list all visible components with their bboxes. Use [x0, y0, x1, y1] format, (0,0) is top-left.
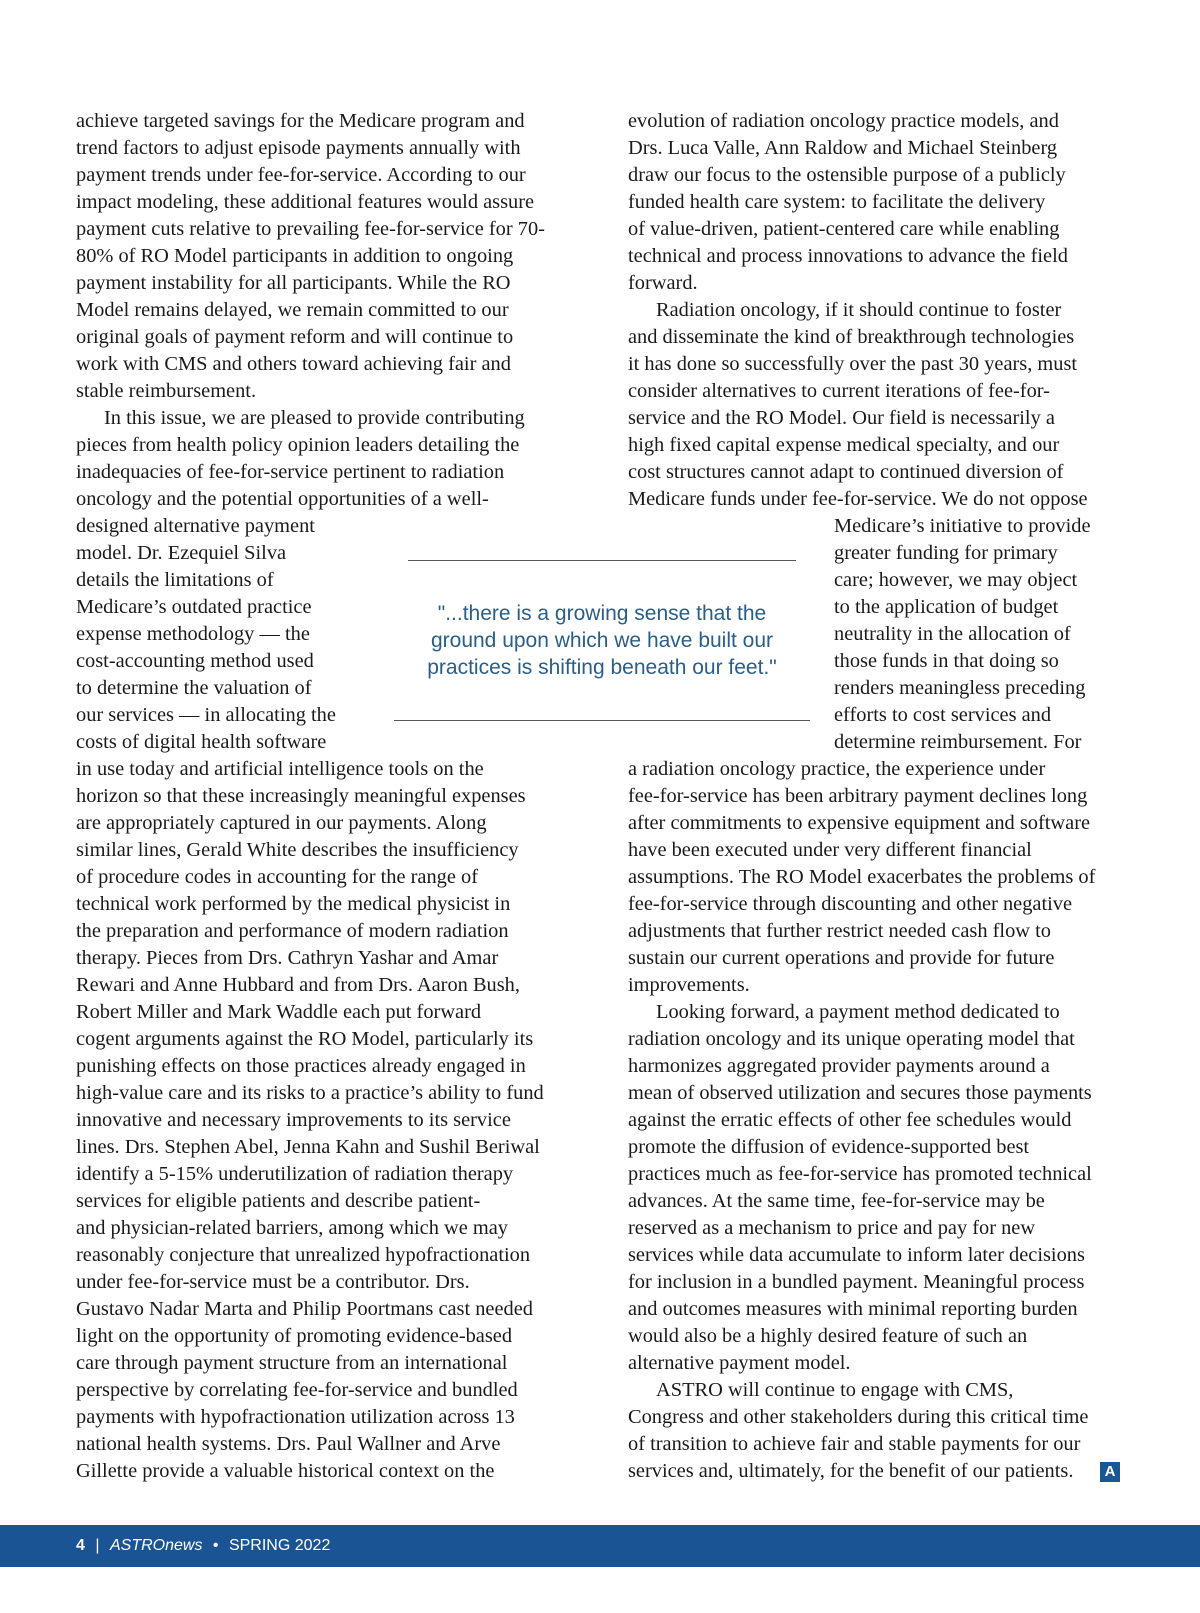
- text-line: trend factors to adjust episode payments annually with: [76, 137, 521, 159]
- text-line: a radiation oncology practice, the experience under: [628, 758, 1046, 780]
- text-line: 80% of RO Model participants in addition to ongoing: [76, 245, 514, 267]
- text-line: greater funding for primary: [834, 542, 1058, 564]
- text-line: perspective by correlating fee-for-service and bundled: [76, 1379, 518, 1401]
- text-line: details the limitations of: [76, 569, 274, 591]
- text-line: services while data accumulate to inform later decisions: [628, 1244, 1085, 1266]
- text-line: therapy. Pieces from Drs. Cathryn Yashar and Amar: [76, 947, 499, 969]
- text-line: promote the diffusion of evidence-supported best: [628, 1136, 1030, 1158]
- text-line: would also be a highly desired feature of such an: [628, 1325, 1028, 1347]
- text-line: payments with hypofractionation utilization across 13: [76, 1406, 515, 1428]
- text-line: radiation oncology and its unique operating model that: [628, 1028, 1075, 1050]
- text-line: Medicare funds under fee-for-service. We do not oppose: [628, 488, 1088, 510]
- text-line: consider alternatives to current iterations of fee-for-: [628, 380, 1050, 402]
- text-line: assumptions. The RO Model exacerbates the problems of: [628, 866, 1096, 888]
- text-line: evolution of radiation oncology practice models, and: [628, 110, 1059, 132]
- text-line: improvements.: [628, 974, 750, 996]
- paragraph-start-line: Radiation oncology, if it should continue to foster: [656, 299, 1062, 321]
- text-line: Medicare’s initiative to provide: [834, 515, 1091, 537]
- text-line: light on the opportunity of promoting evidence-based: [76, 1325, 513, 1347]
- text-line: reasonably conjecture that unrealized hypofractionation: [76, 1244, 531, 1266]
- text-line: after commitments to expensive equipment and software: [628, 812, 1091, 834]
- text-line: fee-for-service has been arbitrary payment declines long: [628, 785, 1088, 807]
- text-line: expense methodology — the: [76, 623, 310, 645]
- text-line: alternative payment model.: [628, 1352, 851, 1374]
- text-line: and outcomes measures with minimal reporting burden: [628, 1298, 1078, 1320]
- text-line: Congress and other stakeholders during this critical time: [628, 1406, 1089, 1428]
- text-line: are appropriately captured in our payments. Along: [76, 812, 487, 834]
- text-line: our services — in allocating the: [76, 704, 336, 726]
- text-line: lines. Drs. Stephen Abel, Jenna Kahn and Sushil Beriwal: [76, 1136, 540, 1158]
- issue-label: SPRING 2022: [228, 1537, 331, 1554]
- text-line: costs of digital health software: [76, 731, 327, 753]
- text-line: funded health care system: to facilitate the delivery: [628, 191, 1046, 213]
- text-line: high fixed capital expense medical specialty, and our: [628, 434, 1060, 456]
- text-line: high-value care and its risks to a practice’s ability to fund: [76, 1082, 544, 1104]
- text-line: of transition to achieve fair and stable payments for our: [628, 1433, 1081, 1455]
- pull-quote-line: ground upon which we have built our: [430, 629, 774, 652]
- text-line: achieve targeted savings for the Medicare program and: [76, 110, 525, 132]
- pull-quote-text: [394, 600, 810, 681]
- text-line: payment cuts relative to prevailing fee-for-service for 70-: [76, 218, 545, 240]
- text-line: stable reimbursement.: [76, 380, 257, 402]
- text-line: and physician-related barriers, among which we may: [76, 1217, 509, 1239]
- text-line: payment trends under fee-for-service. According to our: [76, 164, 526, 186]
- astro-end-mark-icon: A: [1100, 1462, 1120, 1482]
- text-line: services and, ultimately, for the benefit of our patients.: [628, 1460, 1074, 1482]
- pull-quote: [394, 560, 810, 720]
- text-line: Rewari and Anne Hubbard and from Drs. Aaron Bush,: [76, 974, 520, 996]
- text-line: Gustavo Nadar Marta and Philip Poortmans cast needed: [76, 1298, 533, 1320]
- text-line: pieces from health policy opinion leaders detailing the: [76, 434, 520, 456]
- text-line: Gillette provide a valuable historical context on the: [76, 1460, 495, 1482]
- footer-bullet: •: [212, 1537, 219, 1554]
- text-line: determine reimbursement. For: [834, 731, 1082, 753]
- text-line: model. Dr. Ezequiel Silva: [76, 542, 287, 564]
- text-line: inadequacies of fee-for-service pertinent to radiation: [76, 461, 505, 483]
- text-line: service and the RO Model. Our field is necessarily a: [628, 407, 1055, 429]
- text-line: Robert Miller and Mark Waddle each put forward: [76, 1001, 482, 1023]
- text-line: designed alternative payment: [76, 515, 315, 537]
- text-line: efforts to cost services and: [834, 704, 1052, 726]
- text-line: the preparation and performance of modern radiation: [76, 920, 509, 942]
- text-line: national health systems. Drs. Paul Wallner and Arve: [76, 1433, 501, 1455]
- text-line: mean of observed utilization and secures those payments: [628, 1082, 1092, 1104]
- text-line: punishing effects on those practices already engaged in: [76, 1055, 526, 1077]
- text-line: Drs. Luca Valle, Ann Raldow and Michael Steinberg: [628, 137, 1058, 159]
- text-line: work with CMS and others toward achieving fair and: [76, 353, 511, 375]
- text-line: oncology and the potential opportunities of a well-: [76, 488, 489, 510]
- text-line: it has done so successfully over the past 30 years, must: [628, 353, 1078, 375]
- pull-quote-bottom-rule: [394, 720, 810, 721]
- text-line: cogent arguments against the RO Model, particularly its: [76, 1028, 534, 1050]
- text-line: adjustments that further restrict needed cash flow to: [628, 920, 1051, 942]
- text-line: identify a 5-15% underutilization of radiation therapy: [76, 1163, 514, 1185]
- text-line: draw our focus to the ostensible purpose of a publicly: [628, 164, 1066, 186]
- pull-quote-line: "...there is a growing sense that the: [437, 602, 767, 625]
- text-line: of procedure codes in accounting for the range of: [76, 866, 478, 888]
- page-footer: [0, 1525, 1200, 1567]
- text-line: advances. At the same time, fee-for-service may be: [628, 1190, 1045, 1212]
- text-line: Medicare’s outdated practice: [76, 596, 312, 618]
- text-line: and disseminate the kind of breakthrough technologies: [628, 326, 1075, 348]
- paragraph-start-line: ASTRO will continue to engage with CMS,: [656, 1379, 1014, 1401]
- text-line: renders meaningless preceding: [834, 677, 1086, 699]
- text-line: innovative and necessary improvements to its service: [76, 1109, 511, 1131]
- text-line: care through payment structure from an international: [76, 1352, 508, 1374]
- footer-divider: |: [95, 1537, 100, 1554]
- text-line: harmonizes aggregated provider payments around a: [628, 1055, 1050, 1077]
- text-line: of value-driven, patient-centered care while enabling: [628, 218, 1060, 240]
- text-line: cost-accounting method used: [76, 650, 314, 672]
- paragraph-start-line: In this issue, we are pleased to provide contributing: [104, 407, 525, 429]
- text-line: those funds in that doing so: [834, 650, 1059, 672]
- text-line: fee-for-service through discounting and other negative: [628, 893, 1073, 915]
- publication-name: ASTROnews: [109, 1537, 203, 1554]
- page-number: 4: [76, 1537, 85, 1554]
- text-line: Model remains delayed, we remain committed to our: [76, 299, 509, 321]
- text-line: for inclusion in a bundled payment. Meaningful process: [628, 1271, 1085, 1293]
- text-line: to determine the valuation of: [76, 677, 312, 699]
- pull-quote-top-rule: [408, 560, 796, 561]
- text-line: against the erratic effects of other fee schedules would: [628, 1109, 1072, 1131]
- text-line: similar lines, Gerald White describes the insufficiency: [76, 839, 519, 861]
- text-line: services for eligible patients and describe patient-: [76, 1190, 481, 1212]
- pull-quote-line: practices is shifting beneath our feet.": [427, 656, 777, 679]
- paragraph-start-line: Looking forward, a payment method dedicated to: [656, 1001, 1060, 1023]
- text-line: have been executed under very different financial: [628, 839, 1032, 861]
- text-line: sustain our current operations and provide for future: [628, 947, 1055, 969]
- text-line: horizon so that these increasingly meaningful expenses: [76, 785, 526, 807]
- text-line: care; however, we may object: [834, 569, 1078, 591]
- text-line: under fee-for-service must be a contributor. Drs.: [76, 1271, 470, 1293]
- text-line: impact modeling, these additional features would assure: [76, 191, 535, 213]
- text-line: cost structures cannot adapt to continued diversion of: [628, 461, 1064, 483]
- text-line: practices much as fee-for-service has promoted technical: [628, 1163, 1092, 1185]
- text-line: payment instability for all participants. While the RO: [76, 272, 511, 294]
- footer-content: [76, 1525, 330, 1567]
- text-line: neutrality in the allocation of: [834, 623, 1071, 645]
- text-line: in use today and artificial intelligence tools on the: [76, 758, 484, 780]
- text-line: to the application of budget: [834, 596, 1059, 618]
- text-line: original goals of payment reform and will continue to: [76, 326, 514, 348]
- text-line: technical and process innovations to advance the field: [628, 245, 1068, 267]
- text-line: reserved as a mechanism to price and pay for new: [628, 1217, 1036, 1239]
- text-line: forward.: [628, 272, 698, 294]
- text-line: technical work performed by the medical physicist in: [76, 893, 511, 915]
